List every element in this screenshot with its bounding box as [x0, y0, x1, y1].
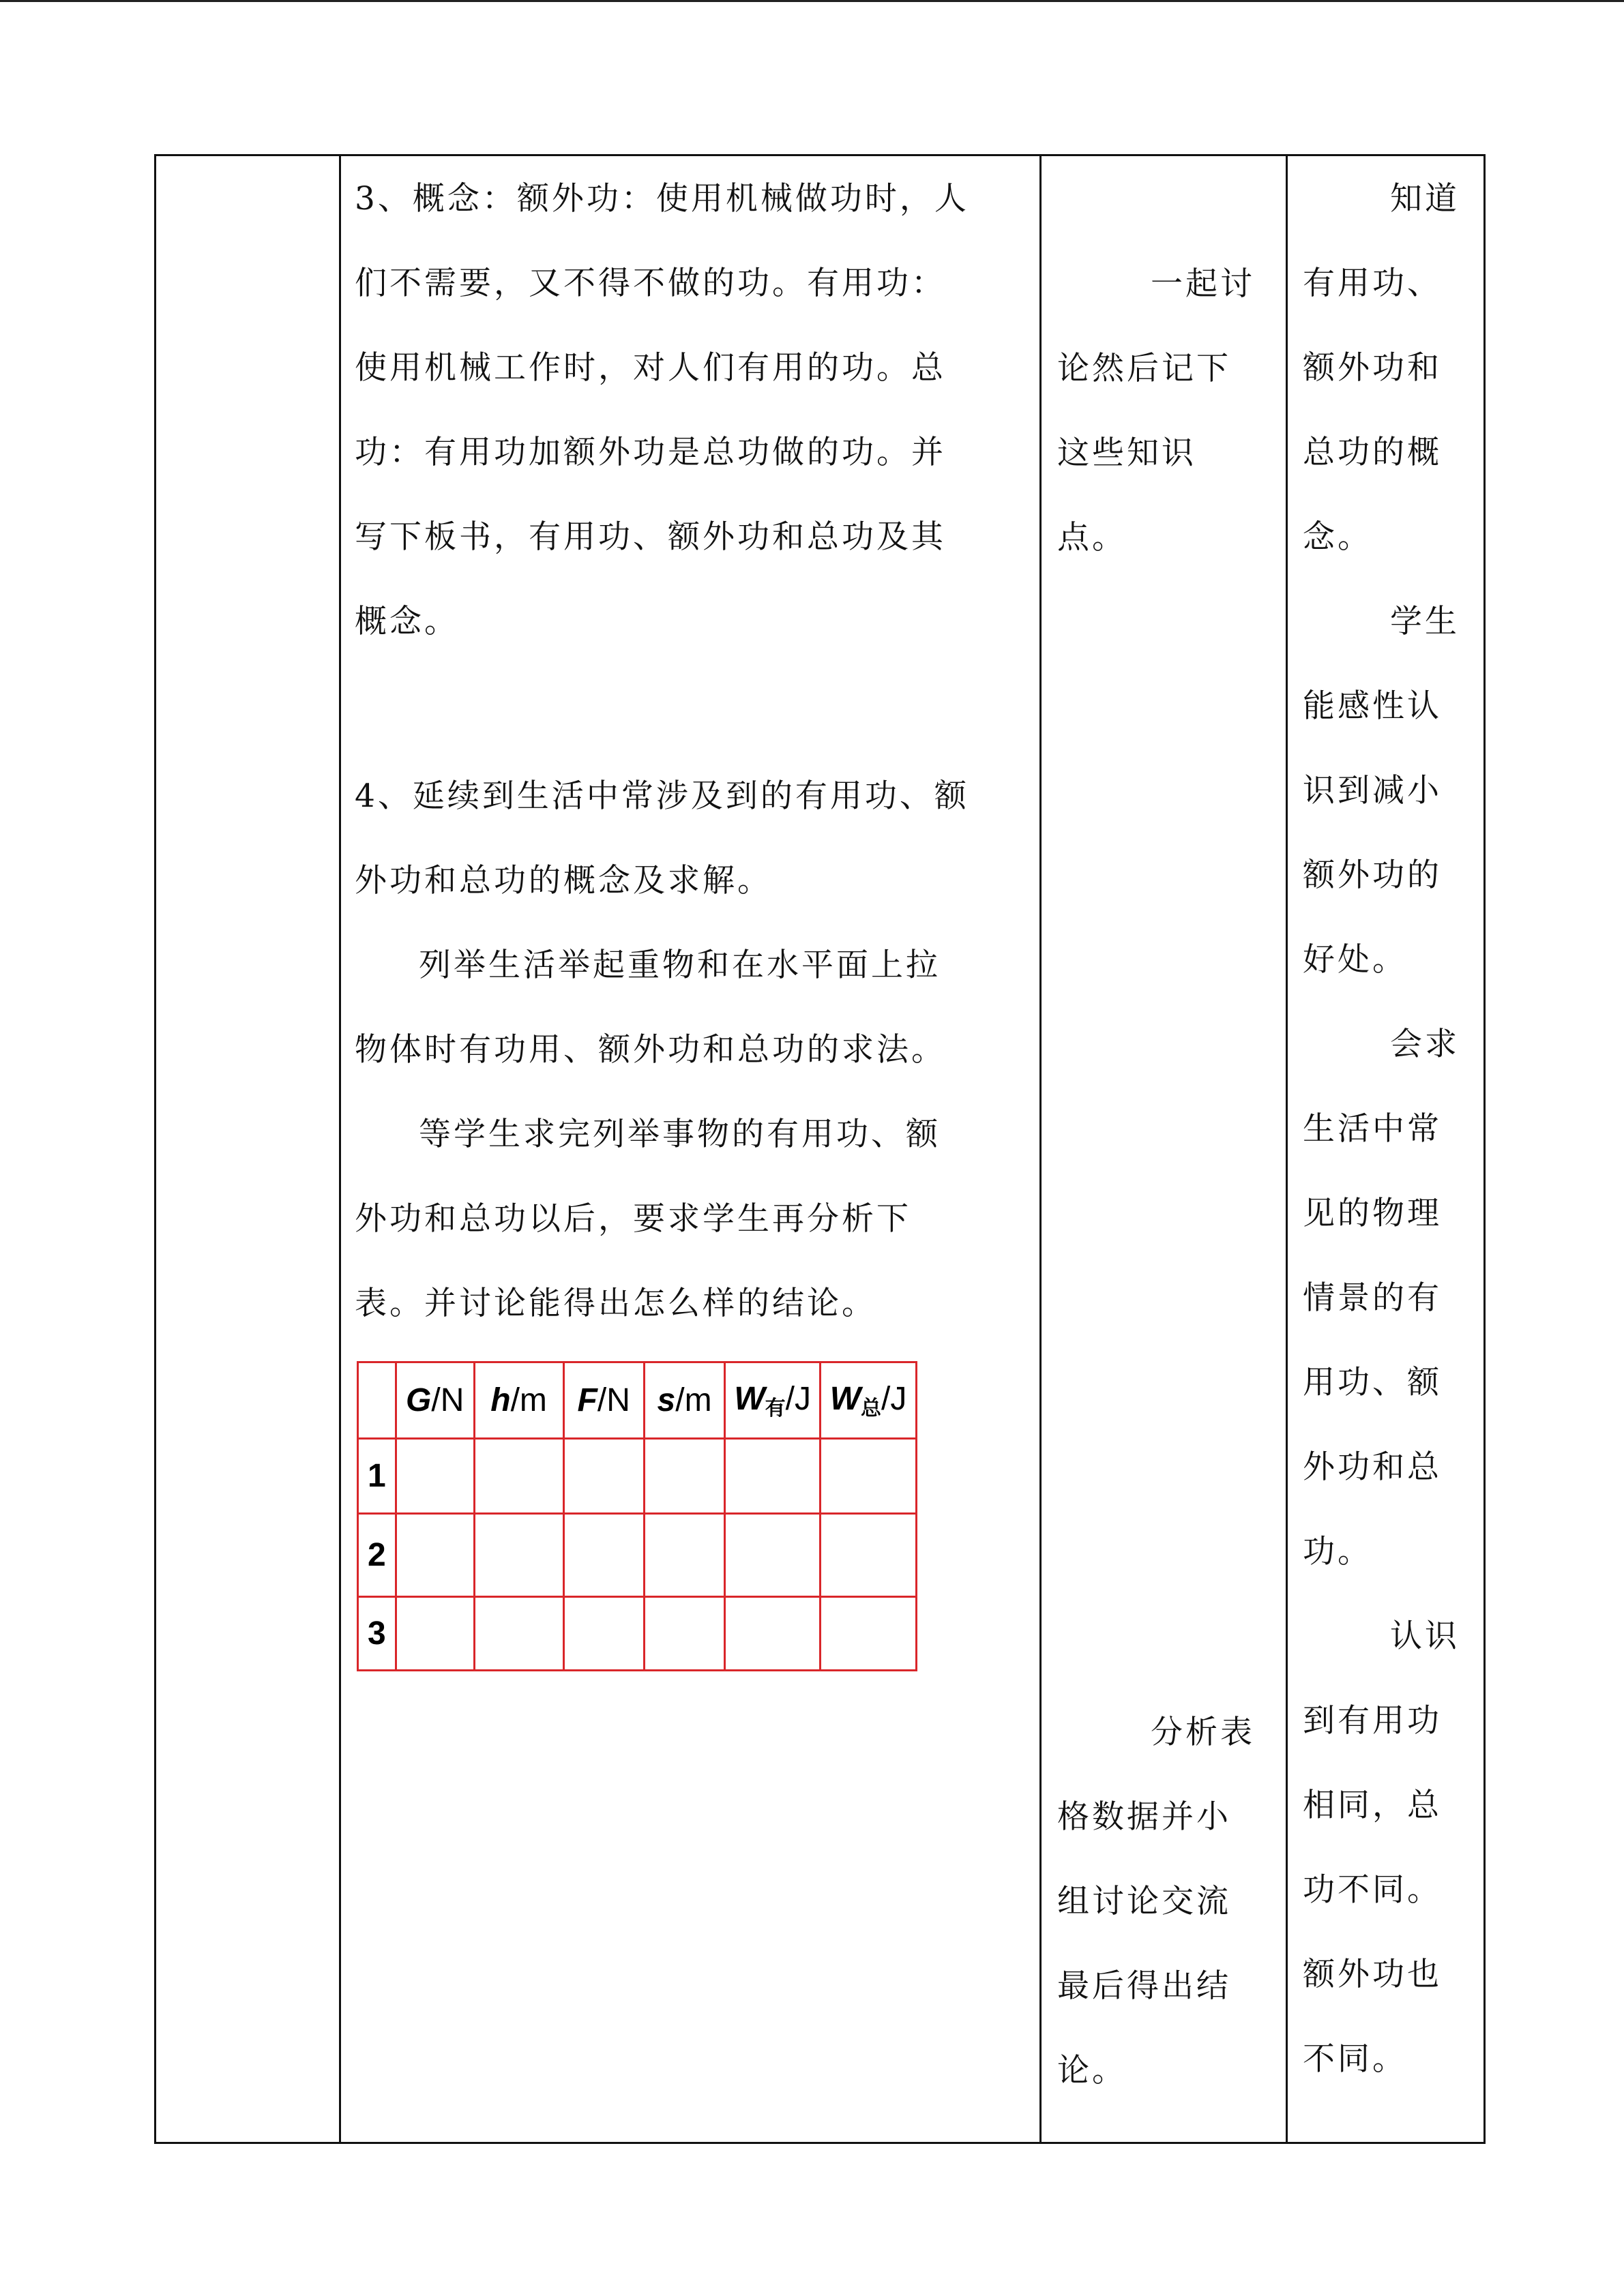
- text-line: 知道: [1390, 180, 1460, 218]
- table-cell: [563, 1439, 644, 1514]
- table-cell: [821, 1439, 917, 1514]
- table-cell: [396, 1597, 474, 1671]
- header-w-total: $W_总/J$: [821, 1362, 917, 1439]
- header-h: h/m: [474, 1362, 563, 1439]
- text-line: 分析表: [1151, 1714, 1255, 1751]
- text-line: 到有用功: [1303, 1702, 1442, 1740]
- work-data-table: [357, 1361, 917, 1671]
- text-line: 情景的有: [1303, 1279, 1442, 1317]
- table-cell: [563, 1514, 644, 1597]
- student-activity-2: [1057, 1690, 1255, 2113]
- table-cell: [644, 1514, 724, 1597]
- text-line: 生活中常: [1303, 1110, 1442, 1148]
- text-line: 使用机械工作时，对人们有用的功。总: [355, 349, 946, 387]
- table-left-border: [154, 154, 156, 2144]
- text-line: 用功、额: [1303, 1364, 1442, 1401]
- text-line: 额外功的: [1303, 856, 1442, 894]
- text-line: 们不需要，又不得不做的功。有用功：: [355, 265, 946, 302]
- text-line: 额外功和: [1303, 349, 1442, 387]
- table-header-row: [358, 1362, 917, 1439]
- table-cell: [396, 1439, 474, 1514]
- student-activity-1: [1057, 242, 1255, 580]
- text-line: 会求: [1390, 1026, 1460, 1063]
- header-w-useful: $W_有/J$: [725, 1362, 821, 1439]
- header-s: s/m: [644, 1362, 724, 1439]
- header-f: F/N: [563, 1362, 644, 1439]
- text-line: 3、概念：额外功：使用机械做功时，人: [355, 180, 969, 218]
- header-g: G/N: [396, 1362, 474, 1439]
- text-line: 概念。: [355, 603, 459, 640]
- table-corner-cell: [358, 1362, 396, 1439]
- column-divider-3: [1286, 154, 1288, 2144]
- table-cell: [474, 1439, 563, 1514]
- table-cell: [644, 1439, 724, 1514]
- text-line: 论然后记下: [1057, 350, 1231, 387]
- table-cell: [725, 1439, 821, 1514]
- table-cell: [821, 1597, 917, 1671]
- text-line: 这些知识: [1057, 434, 1196, 472]
- text-line: 认识: [1390, 1617, 1460, 1655]
- text-line: 组讨论交流: [1057, 1883, 1231, 1920]
- text-line: 识到减小: [1303, 772, 1442, 809]
- table-cell: [644, 1597, 724, 1671]
- text-line: 能感性认: [1303, 687, 1442, 725]
- table-cell: [396, 1514, 474, 1597]
- text-line: 表。并讨论能得出怎么样的结论。: [355, 1285, 876, 1322]
- table-row: [358, 1439, 917, 1514]
- table-row: [358, 1597, 917, 1671]
- text-line: 4、延续到生活中常涉及到的有用功、额: [355, 777, 969, 815]
- text-line: 一起讨: [1151, 265, 1255, 303]
- table-cell: [821, 1514, 917, 1597]
- row-label: 2: [358, 1514, 396, 1597]
- table-row: [358, 1514, 917, 1597]
- text-line: 学生: [1390, 603, 1460, 640]
- text-line: 外功和总: [1303, 1448, 1442, 1486]
- teaching-objectives: [1303, 157, 1460, 2102]
- table-cell: [725, 1514, 821, 1597]
- table-right-border: [1483, 154, 1486, 2144]
- table-cell: [474, 1514, 563, 1597]
- table-cell: [725, 1597, 821, 1671]
- page-top-border: [0, 0, 1624, 2]
- text-line: 外功和总功以后，要求学生再分析下: [355, 1200, 911, 1238]
- text-line: 额外功也: [1303, 1956, 1442, 1993]
- row-label: 3: [358, 1597, 396, 1671]
- table-cell: [474, 1597, 563, 1671]
- text-line: 论。: [1057, 2052, 1127, 2089]
- teaching-section-3: [355, 157, 1026, 664]
- text-line: 外功和总功的概念及求解。: [355, 862, 772, 899]
- text-line: 功。: [1303, 1533, 1372, 1570]
- row-label: 1: [358, 1439, 396, 1514]
- table-cell: [563, 1597, 644, 1671]
- text-line: 功不同。: [1303, 1871, 1442, 1909]
- text-line: 念。: [1303, 518, 1372, 556]
- text-line: 有用功、: [1303, 265, 1442, 302]
- text-line: 格数据并小: [1057, 1798, 1231, 1836]
- column-divider-1: [339, 154, 341, 2144]
- text-line: 功：有用功加额外功是总功做的功。并: [355, 434, 946, 471]
- text-line: 总功的概: [1303, 434, 1442, 471]
- text-line: 物体时有功用、额外功和总功的求法。: [355, 1031, 946, 1069]
- text-line: 好处。: [1303, 941, 1407, 979]
- text-line: 见的物理: [1303, 1195, 1442, 1232]
- teaching-section-4: [355, 754, 1026, 1346]
- column-divider-2: [1039, 154, 1042, 2144]
- text-line: 不同。: [1303, 2040, 1407, 2078]
- text-line: 写下板书，有用功、额外功和总功及其: [355, 518, 946, 556]
- text-line: 相同，总: [1303, 1787, 1442, 1824]
- text-line: 最后得出结: [1057, 1967, 1231, 2005]
- text-line: 列举生活举起重物和在水平面上拉: [419, 946, 941, 984]
- text-line: 点。: [1057, 519, 1127, 556]
- text-line: 等学生求完列举事物的有用功、额: [419, 1116, 941, 1153]
